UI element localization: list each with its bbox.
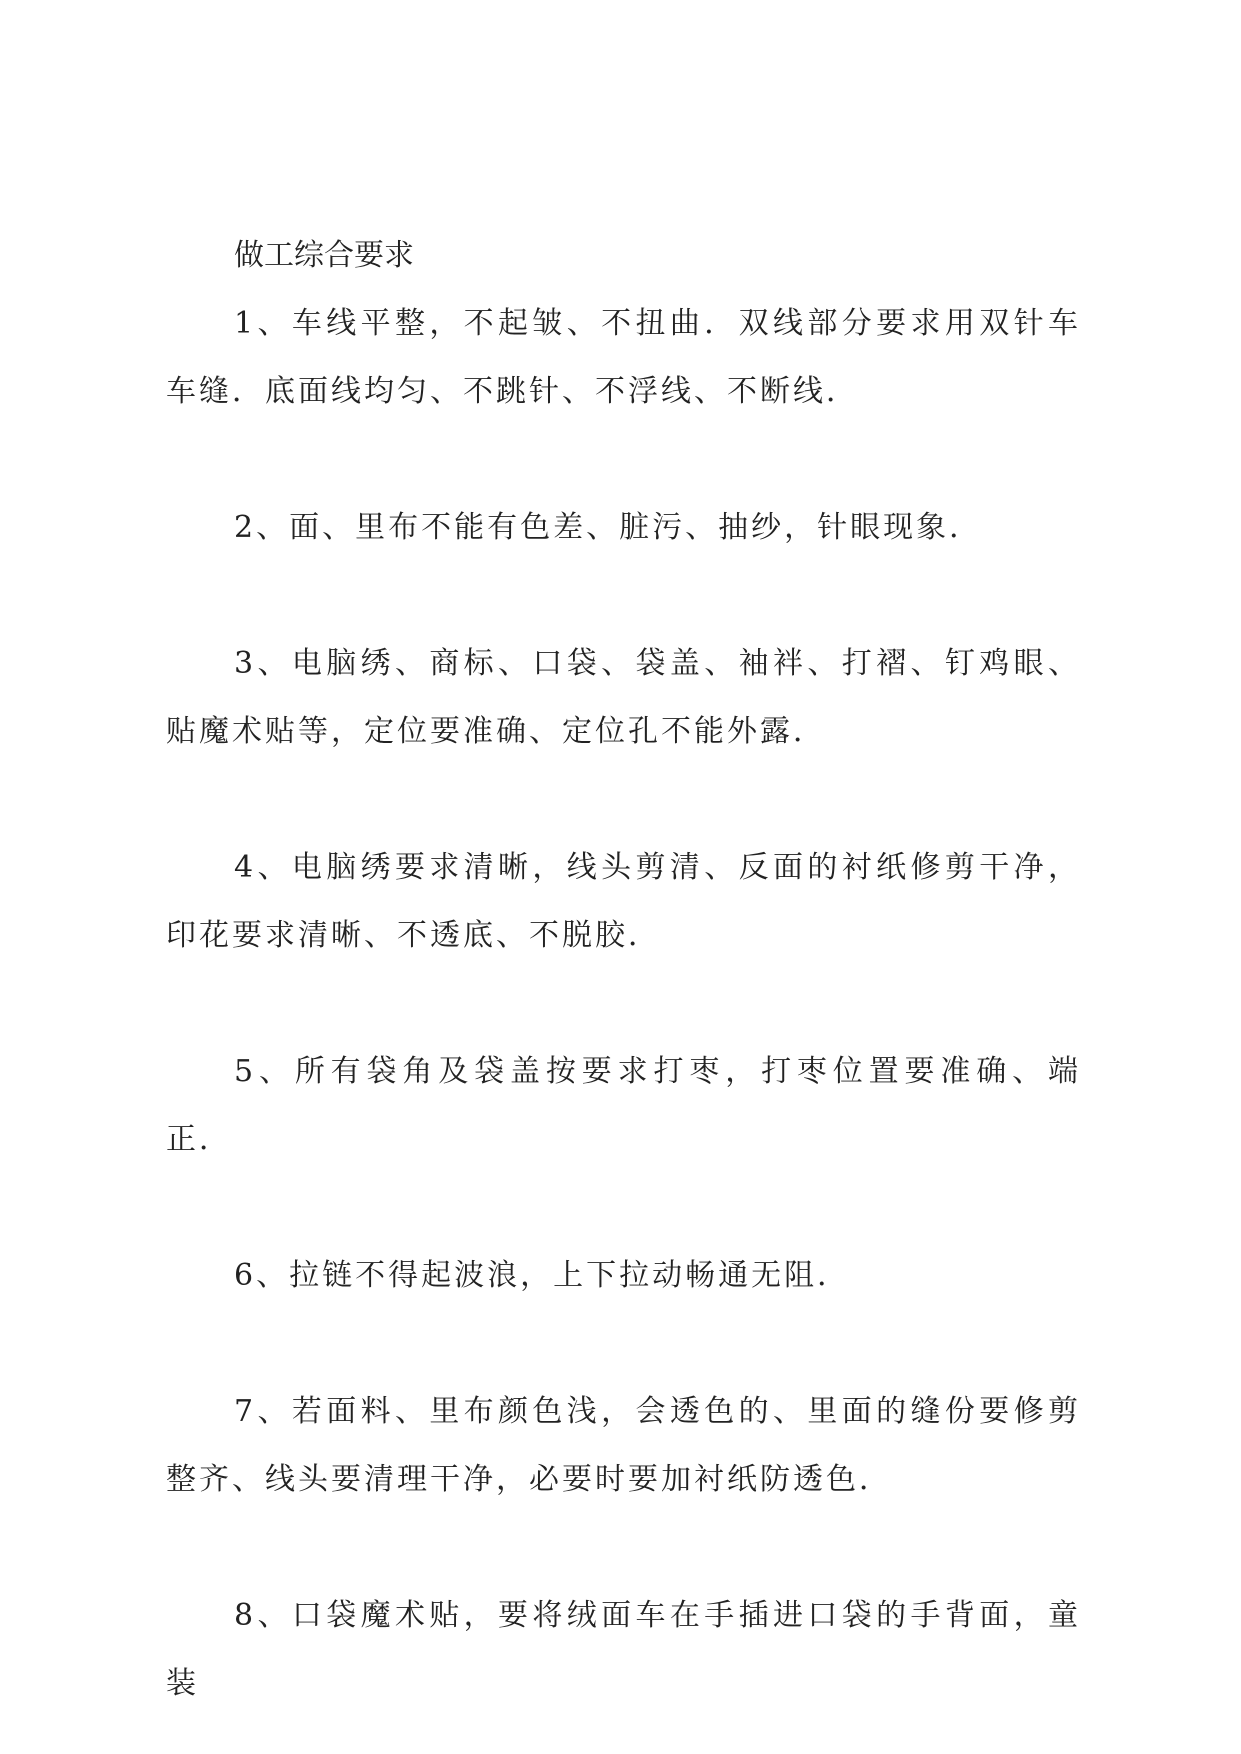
requirement-item-3: 3、电脑绣、商标、口袋、袋盖、袖袢、打褶、钉鸡眼、贴魔术贴等，定位要准确、定位孔不能外露． [166,646,1081,749]
requirement-item-1: 1、车线平整，不起皱、不扭曲．双线部分要求用双针车车缝．底面线均匀、不跳针、不浮线、不断线． [166,306,1081,409]
requirement-item-7: 7、若面料、里布颜色浅，会透色的、里面的缝份要修剪整齐、线头要清理干净，必要时要加衬纸防透色． [166,1394,1081,1497]
document-body [166,222,1081,1718]
document-heading: 做工综合要求 [234,238,414,273]
requirement-item-5: 5、所有袋角及袋盖按要求打枣，打枣位置要准确、端正． [166,1054,1081,1157]
requirement-item-4: 4、电脑绣要求清晰，线头剪清、反面的衬纸修剪干净，印花要求清晰、不透底、不脱胶． [166,850,1081,953]
requirement-item-2: 2、面、里布不能有色差、脏污、抽纱，针眼现象． [234,510,983,545]
requirement-item-6: 6、拉链不得起波浪，上下拉动畅通无阻． [234,1258,851,1293]
requirement-item-8: 8、口袋魔术贴，要将绒面车在手插进口袋的手背面，童装 [166,1598,1081,1701]
